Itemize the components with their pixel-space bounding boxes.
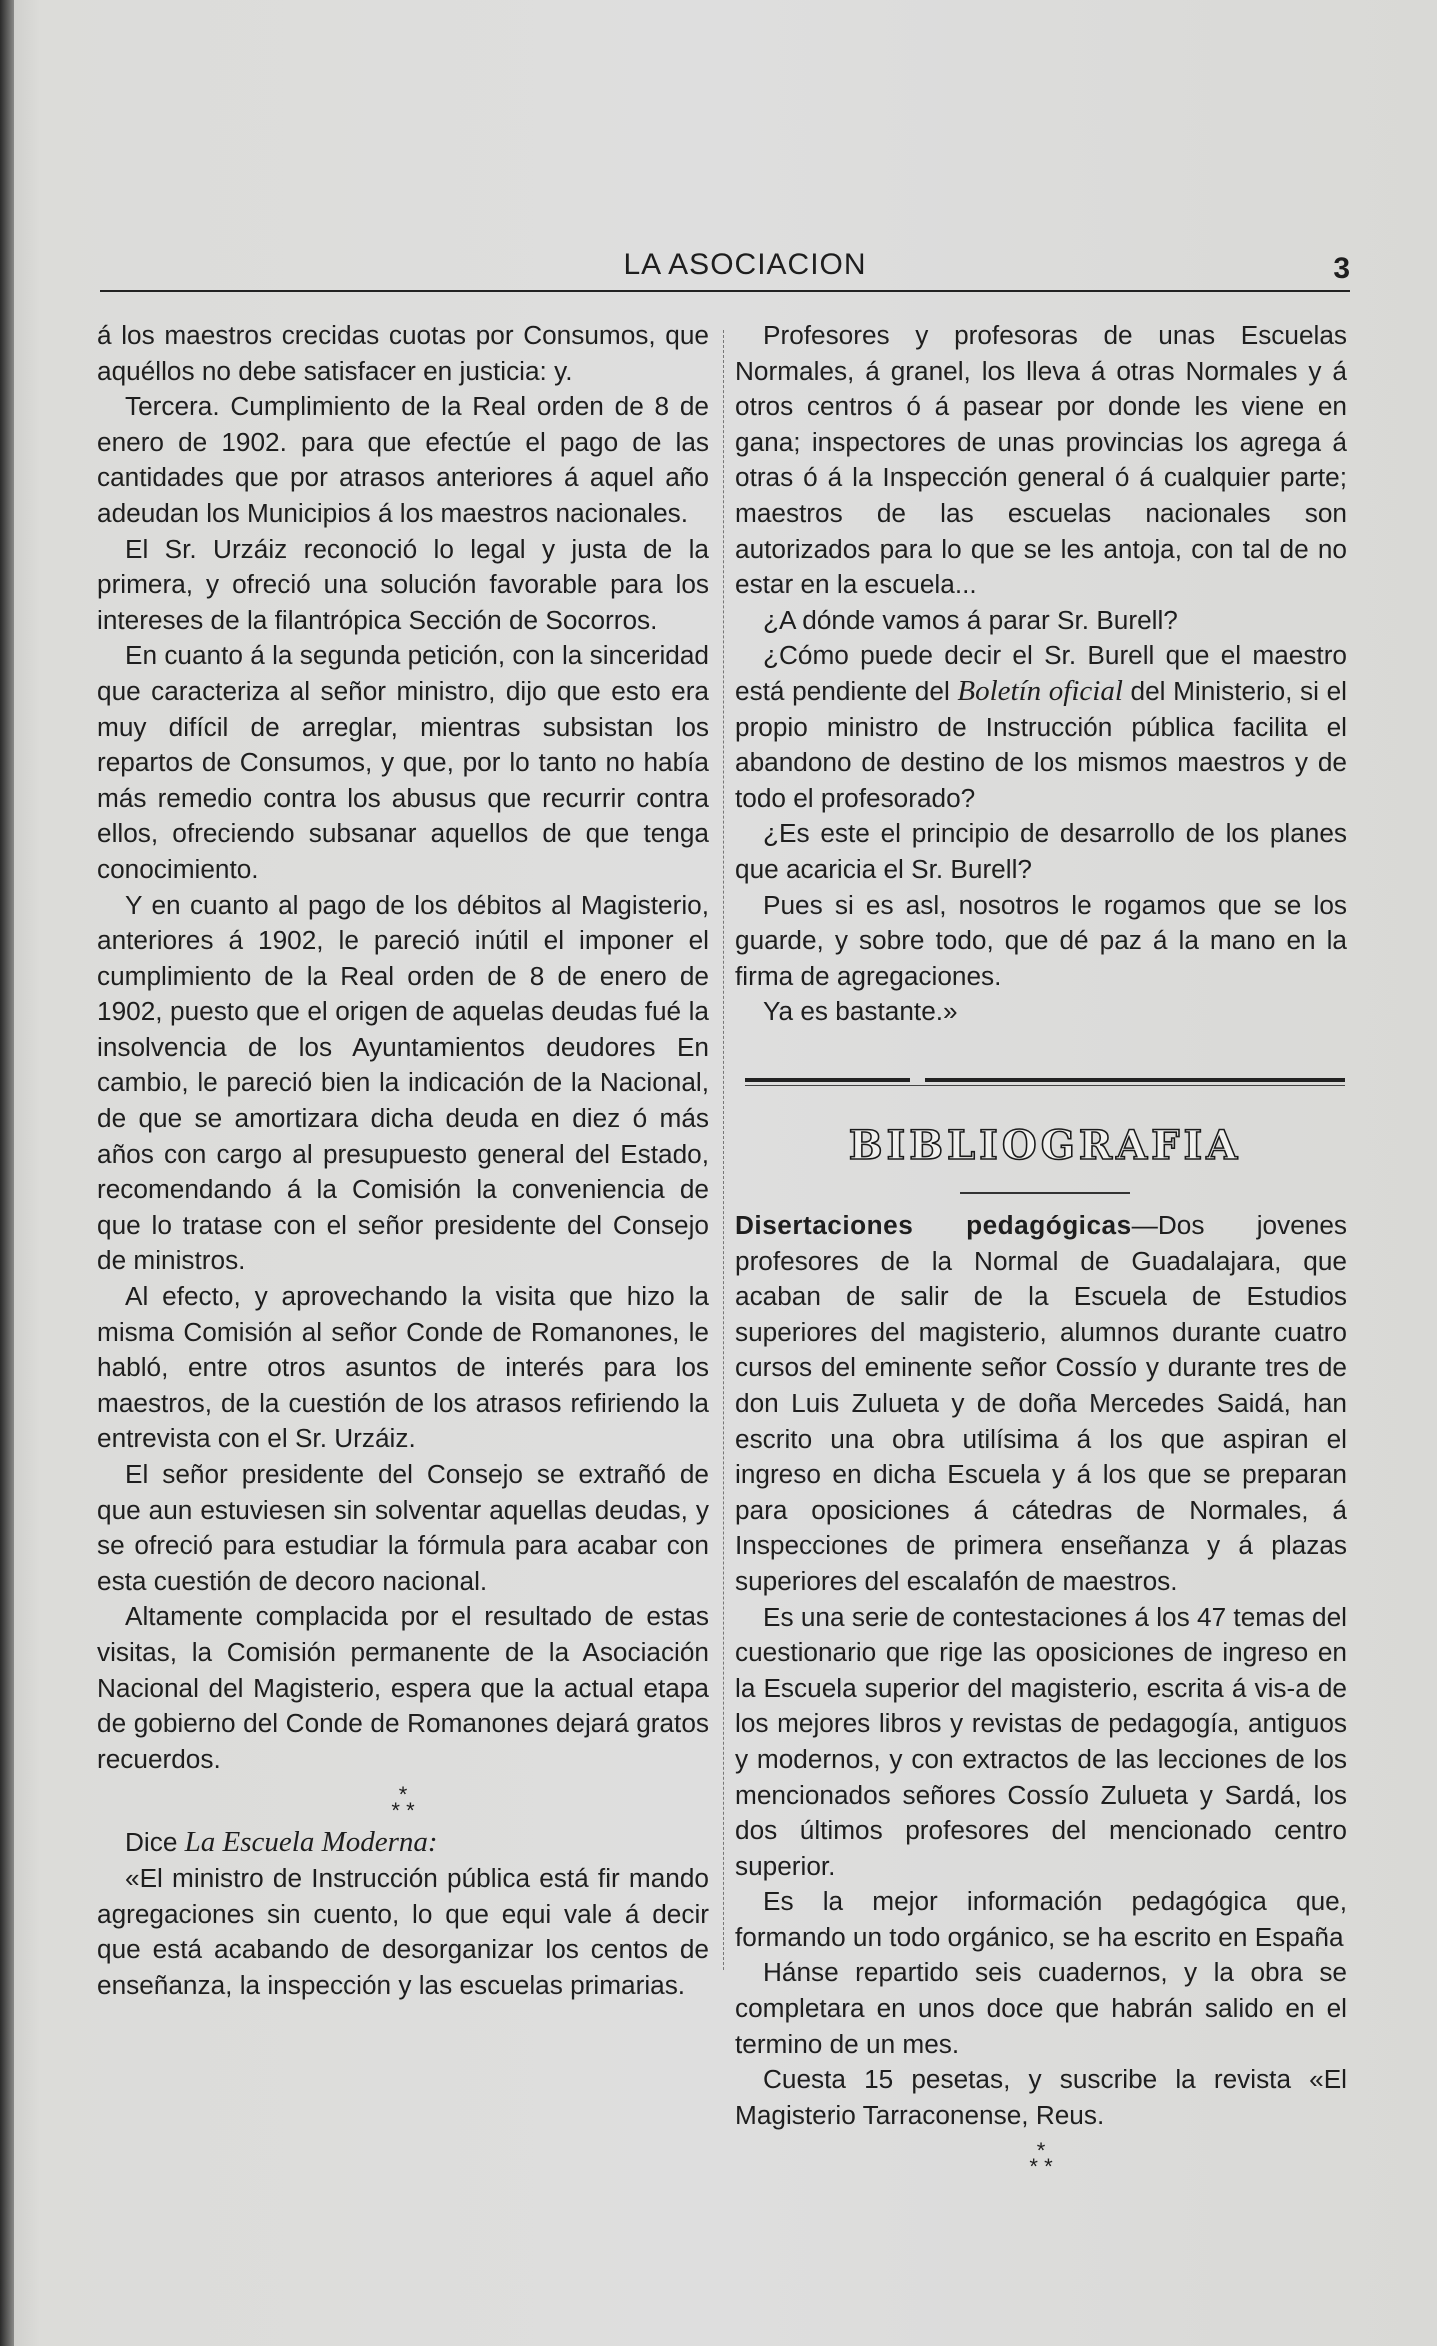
biblio-paragraph-2: Es una serie de contestaciones á los 47 temas del cuestionario que rige las oposiciones de ingreso en la Escuela superior del magisterio, escrita á vis-a de los mejores libros y revistas de pedagogía, antiguos y modernos, y con extractos de las lecciones de los mencionados señores Cossío Zulueta y Sardá, los dos últimos profesores del mencionado centro superior. <box>735 1601 1347 1881</box>
quote-source: La Escuela Moderna: <box>184 1826 438 1859</box>
asterism-top: * <box>398 1782 408 1808</box>
biblio-paragraph-1 <box>735 1208 1347 1600</box>
right-paragraph-1: Profesores y profesoras de unas Escuelas Normales, á granel, los lleva á otras Normales y á otros centros ó á pasear por donde les viene en gana; inspectores de unas provincias los agrega á otras ó á la Inspección general ó á cualquier parte; maestros de las escuelas nacionales son autorizados para lo que se les antoja, con tal de no estar en la escuela... <box>735 320 1347 600</box>
page-header <box>100 248 1350 292</box>
right-paragraph-5: Pues si es asl, nosotros le rogamos que se los guarde, y sobre todo, que dé paz á la mano en la firma de agregaciones. <box>735 889 1347 991</box>
left-paragraph-8: Altamente complacida por el resultado de estas visitas, la Comisión permanente de la Asociación Nacional del Magisterio, espera que la actual etapa de gobierno del Conde de Romanones dejará gratos recuerdos. <box>97 1601 709 1774</box>
biblio-heading: Disertaciones pedagógicas <box>735 1210 1132 1240</box>
separator-rule-short <box>745 1078 910 1082</box>
section-title-underline <box>960 1192 1130 1194</box>
left-paragraph-3: El Sr. Urzáiz reconoció lo legal y justa de la primera, y ofreció una solución favorable para los intereses de la filantrópica Sección de Socorros. <box>97 533 709 635</box>
biblio-paragraph-3: Es la mejor información pedagógica que, formando un todo orgánico, se ha escrito en España <box>735 1886 1347 1952</box>
biblio-paragraph-4: Hánse repartido seis cuadernos, y la obra se completara en unos doce que habrán salido en el termino de un mes. <box>735 1957 1347 2059</box>
right-paragraph-3-start: ¿Cómo puede decir el Sr. Burell que el maestro está pendiente del <box>735 640 1347 706</box>
header-rule <box>100 290 1350 292</box>
left-paragraph-6: Al efecto, y aprovechando la visita que hizo la misma Comisión al señor Conde de Romanones, le habló, entre otros asuntos de interés para los maestros, de la cuestión de los atrasos refiriendo la entrevista con el Sr. Urzáiz. <box>97 1281 709 1454</box>
publication-title: LA ASOCIACION <box>623 248 867 281</box>
section-title-bibliografia: BIBLIOGRAFIA <box>848 1122 1242 1169</box>
right-paragraph-2: ¿A dónde vamos á parar Sr. Burell? <box>763 604 1178 635</box>
asterism-bottom-left: * <box>391 1798 400 1824</box>
left-paragraph-7: El señor presidente del Consejo se extrañó de que aun estuviesen sin solventar aquellas deudas, y se ofreció para estudiar la fórmula para acabar con esta cuestión de decoro nacional. <box>97 1459 709 1596</box>
asterism-separator <box>97 1782 709 1824</box>
asterism-bottom-right: * <box>406 1798 415 1824</box>
asterism-right-bottom <box>735 2154 1347 2180</box>
left-column <box>97 318 709 2003</box>
page-spine-shadow <box>0 0 14 2346</box>
biblio-paragraph-1-text: —Dos jovenes profesores de la Normal de Guadalajara, que acaban de salir de la Escuela de Estudios superiores del magisterio, alumnos durante cuatro cursos del eminente señor Cossío y durante tres de don Luis Zulueta y de doña Mercedes Saidá, han escrito una obra utilísima á los que aspiran el ingreso en dicha Escuela y á los que se preparan para oposiciones á cátedras de Normales, á Inspecciones de primera enseñanza y á plazas superiores del escalafón de maestros. <box>735 1210 1347 1596</box>
left-paragraph-1: á los maestros crecidas cuotas por Consumos, que aquéllos no debe satisfacer en justicia: y. <box>97 320 709 386</box>
section-separator-rules <box>745 1078 1345 1088</box>
quote-intro: Dice <box>125 1827 178 1858</box>
right-paragraph-3 <box>735 638 1347 816</box>
quote-text: «El ministro de Instrucción pública está fir mando agregaciones sin cuento, lo que equi vale á decir que está acabando de desorganizar los centos de enseñanza, la inspección y las escuelas primarias. <box>97 1862 709 2000</box>
left-paragraph-4: En cuanto á la segunda petición, con la sinceridad que caracteriza al señor ministro, dijo que esto era muy difícil de arreglar, mientras subsistan los repartos de Consumos, y que, por lo tanto no había más remedio contra los abusus que recurrir contra ellos, ofreciendo subsanar aquellos de que tenga conocimiento. <box>97 640 709 884</box>
right-paragraph-4: ¿Es este el principio de desarrollo de los planes que acaricia el Sr. Burell? <box>735 818 1347 884</box>
asterism-bottom <box>97 1798 709 1824</box>
right-paragraph-3-end: del Ministerio, si el propio ministro de Instrucción pública facilita el abandono de destino de los mismos maestros y de todo el profesorado? <box>735 675 1347 813</box>
left-paragraph-5: Y en cuanto al pago de los débitos al Magisterio, anteriores á 1902, le pareció inútil el imponer el cumplimiento de la Real orden de 8 de enero de 1902, puesto que el origen de aquelas deudas fué la insolvencia de los Ayuntamientos deudores En cambio, le pareció bien la indicación de la Nacional, de que se amortizara dicha deuda en diez ó más años con cargo al presupuesto general del Estado, recomendando á la Comisión la conveniencia de que lo tratase con el señor presidente del Consejo de ministros. <box>97 889 709 1276</box>
column-divider <box>723 330 725 1970</box>
right-column <box>735 318 1347 1030</box>
page-number: 3 <box>1333 252 1350 285</box>
quote-intro-line <box>97 1825 709 1861</box>
asterism-right-bottom-right: * <box>1044 2154 1053 2180</box>
asterism-right-bottom-left: * <box>1029 2154 1038 2180</box>
boletin-title: Boletín oficial <box>957 674 1123 707</box>
biblio-paragraph-5: Cuesta 15 pesetas, y suscribe la revista «El Magisterio Tarraconense, Reus. <box>735 2064 1347 2130</box>
separator-rule-thin <box>745 1085 1345 1086</box>
bibliography-column <box>735 1208 1347 2181</box>
asterism-separator-right <box>735 2138 1347 2180</box>
left-paragraph-2: Tercera. Cumplimiento de la Real orden de 8 de enero de 1902. para que efectúe el pago de las cantidades que por atrasos anteriores á aquel año adeudan los Municipios á los maestros nacionales. <box>97 391 709 528</box>
asterism-right-top: * <box>1036 2138 1046 2164</box>
right-paragraph-6: Ya es bastante.» <box>763 996 958 1027</box>
separator-rule-long <box>925 1078 1345 1082</box>
